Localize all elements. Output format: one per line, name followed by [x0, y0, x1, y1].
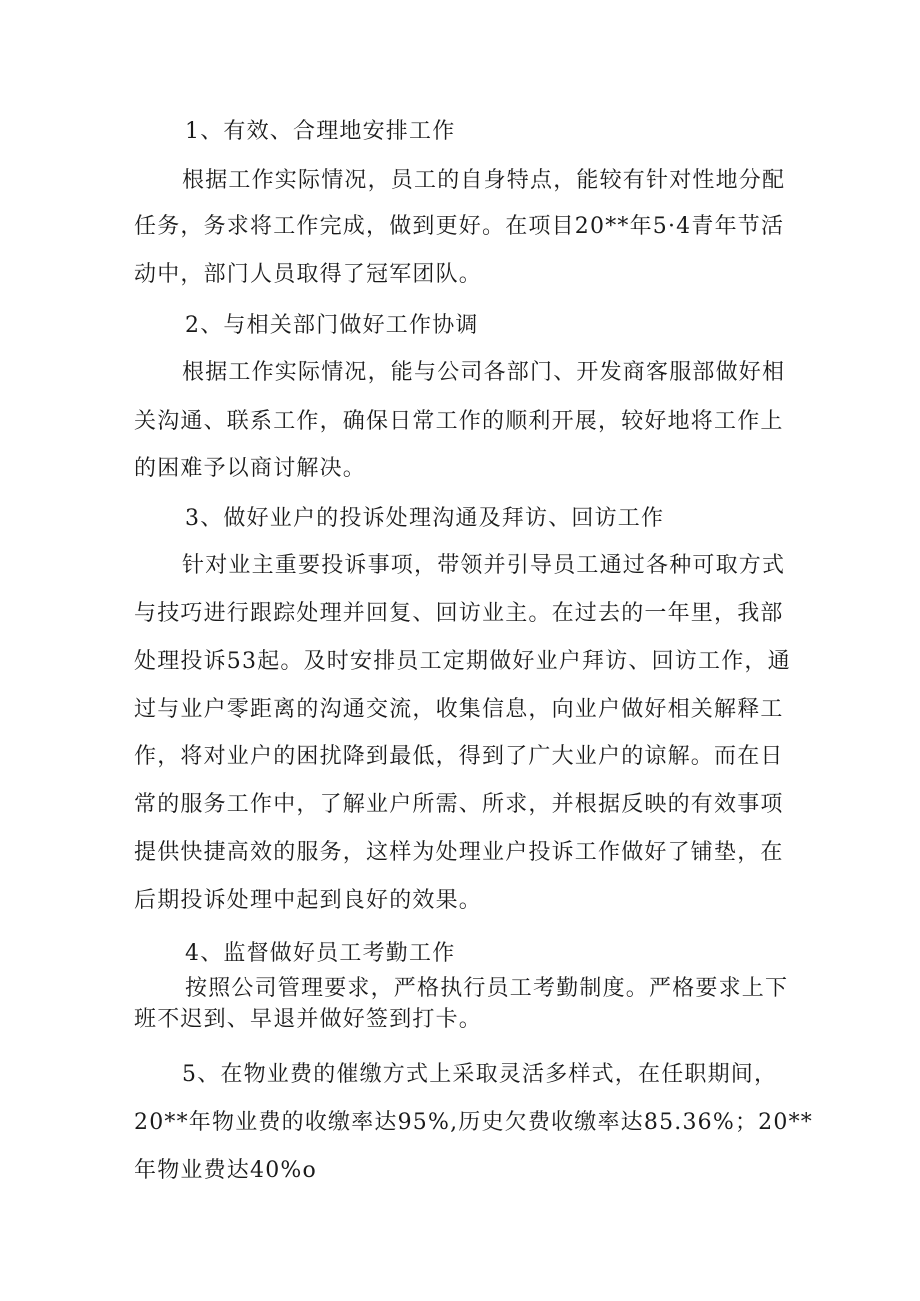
paragraph-2-line-2: 关沟通、联系工作，确保日常工作的顺利开展，较好地将工作上 — [134, 409, 784, 434]
paragraph-4-line-2: 班不迟到、早退并做好签到打卡。 — [134, 1007, 483, 1032]
paragraph-5-line-2: 年物业费达40%o — [134, 1158, 317, 1183]
paragraph-3-line-5: 作，将对业户的困扰降到最低，得到了广大业户的谅解。而在日 — [134, 744, 784, 769]
paragraph-3-line-8: 后期投诉处理中起到良好的效果。 — [134, 888, 483, 913]
paragraph-1-line-3: 动中，部门人员取得了冠军团队。 — [134, 262, 483, 287]
paragraph-1-line-1: 根据工作实际情况，员工的自身特点，能较有针对性地分配 — [182, 168, 786, 193]
paragraph-3-line-7: 提供快捷高效的服务，这样为处理业户投诉工作做好了铺垫，在 — [134, 840, 784, 865]
heading-4: 4、监督做好员工考勤工作 — [185, 941, 456, 966]
paragraph-3-line-1: 针对业主重要投诉事项，带领并引导员工通过各种可取方式 — [182, 553, 786, 578]
paragraph-3-line-6: 常的服务工作中，了解业户所需、所求，并根据反映的有效事项 — [134, 792, 784, 817]
heading-2: 2、与相关部门做好工作协调 — [185, 313, 479, 338]
paragraph-5-line-1: 20**年物业费的收缴率达95%,历史欠费收缴率达85.36%；20** — [134, 1110, 813, 1135]
paragraph-4-line-1: 按照公司管理要求，严格执行员工考勤制度。严格要求上下 — [185, 976, 789, 1001]
heading-5: 5、在物业费的催缴方式上采取灵活多样式，在任职期间， — [182, 1062, 778, 1087]
paragraph-2-line-1: 根据工作实际情况，能与公司各部门、开发商客服部做好相 — [182, 360, 786, 385]
heading-1: 1、有效、合理地安排工作 — [185, 119, 456, 144]
paragraph-3-line-4: 过与业户零距离的沟通交流，收集信息，向业户做好相关解释工 — [134, 697, 784, 722]
paragraph-2-line-3: 的困难予以商讨解决。 — [134, 456, 367, 481]
paragraph-3-line-3: 处理投诉53起。及时安排员工定期做好业户拜访、回访工作，通 — [134, 649, 791, 674]
paragraph-3-line-2: 与技巧进行跟踪处理并回复、回访业主。在过去的一年里，我部 — [134, 601, 784, 626]
paragraph-1-line-2: 任务，务求将工作完成，做到更好。在项目20**年5·4青年节活 — [134, 214, 785, 239]
heading-3: 3、做好业户的投诉处理沟通及拜访、回访工作 — [185, 506, 665, 531]
